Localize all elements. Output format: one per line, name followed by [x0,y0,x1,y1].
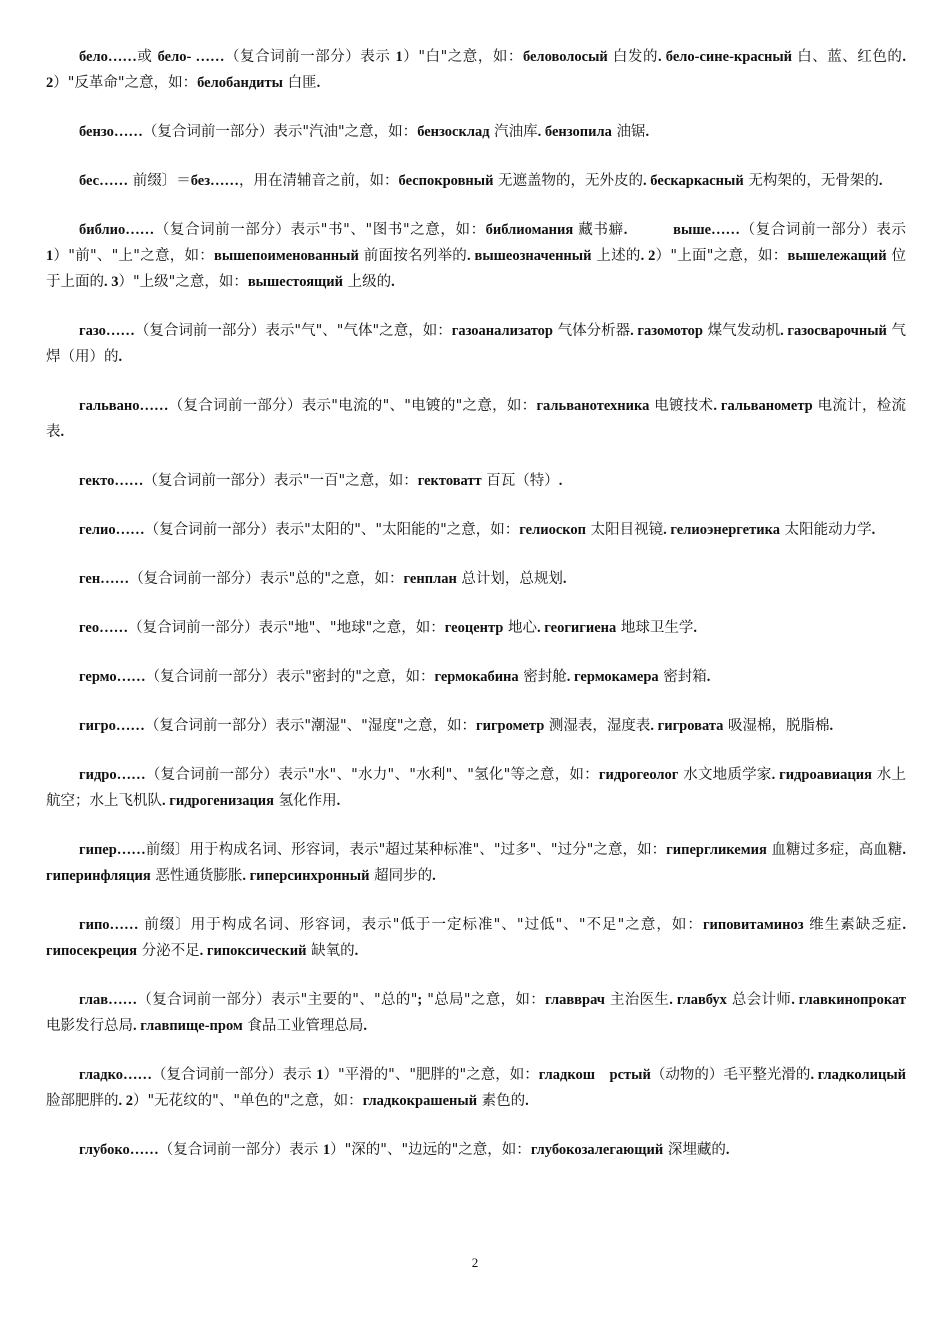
entry-text: （复合词前一部分）表示"书"、"图书"之意，如： [154,222,486,238]
entry-term: гальванотехника [536,398,650,414]
entry-text: 电流计，检流表 [46,398,907,440]
entry-term: . [118,349,123,365]
entry-text: 缺氧的 [306,943,355,959]
entry-text: 超同步的 [369,868,433,884]
entry-term: библио…… [79,222,155,238]
entry-term: главврач [545,992,605,1008]
entry-term: гиповитаминоз [702,917,804,933]
entry-term: . гиперинфляция [46,842,907,884]
entry-term: гелио…… [79,522,145,538]
entry-text: 白发的 [607,49,658,65]
entry-text: （复合词前一部分）表示"汽油"之意，如： [142,124,418,140]
entry-text: 气体分析器 [552,323,631,339]
entry-text: ，用在清辅音之前，如： [239,173,399,189]
entry-text: 电镀技术 [649,398,714,414]
entry-text: 总计划，总规划 [456,571,563,587]
entry-text: 无构架的，无骨架的 [743,173,879,189]
entry-term: . [354,943,359,959]
entry-text: （复合词前一部分）表示"潮湿"、"湿度"之意，如： [144,718,477,734]
entry-term: . вышеозначенный [467,248,592,264]
entry-text: （复合词前一部分）表示"水"、"水力"、"水利"、"氢化"等之意，如： [145,767,599,783]
entry-term: . гипосекреция [46,917,907,959]
dictionary-entry [46,664,906,690]
entry-term: без…… [190,173,240,189]
entry-text: （复合词前一部分）表示 [158,1142,323,1158]
entry-term: библиомания [485,222,574,238]
entry-text: 血糖过多症，高血糖 [766,842,903,858]
entry-text: 前缀〕用于构成名词、形容词，表示"低于一定标准"、"过低"、"不足"之意，如： [138,917,703,933]
entry-term: . [623,222,628,238]
entry-term: гигрометр [476,718,545,734]
entry-term: . [645,124,650,140]
entry-term: . [316,75,321,91]
entry-term: глав…… [79,992,138,1008]
entry-term: . [878,173,883,189]
entry-term: . [432,868,436,884]
entry-term: гальвано…… [79,398,169,414]
entry-text: 恶性通货膨胀 [150,868,243,884]
entry-text: 白、蓝、红色的 [792,49,903,65]
entry-text: 分泌不足 [137,943,200,959]
entry-text: （复合词前一部分）表示"太阳的"、"太阳能的"之意，如： [144,522,520,538]
dictionary-entry [46,44,906,96]
entry-term: гео…… [79,620,129,636]
entry-text: 地心 [503,620,537,636]
entry-term: . гальванометр [713,398,813,414]
entry-term: 1 [316,1067,324,1083]
entry-term: . газомотор [630,323,703,339]
entry-term: . гигровата [650,718,724,734]
entry-term: белобандиты [197,75,283,91]
entry-term: . гиперсинхронный [242,868,370,884]
entry-text: 深埋藏的 [663,1142,726,1158]
entry-text: 煤气发动机 [702,323,781,339]
entry-term: . бензопила [537,124,612,140]
entry-text: 或 [136,49,158,65]
entry-term: . 2 [46,49,907,91]
entry-text: ）"上级"之意，如： [118,274,248,290]
entry-text: （复合词前一部分）表示"主要的"、"总的" [137,992,418,1008]
entry-term: ген…… [79,571,130,587]
entry-text: 前缀〕用于构成名词、形容词，表示"超过某种标准"、"过多"、"过分"之意，如： [145,842,667,858]
entry-text: （复合词前一部分）表示 [224,49,396,65]
entry-term: вышепоименованный [214,248,359,264]
dictionary-entry [46,168,906,194]
entry-term: . газосварочный [780,323,887,339]
entry-term: . гелиоэнергетика [663,522,780,538]
dictionary-entry [46,837,906,889]
entry-term: гекто…… [79,473,144,489]
entry-term: . [558,473,563,489]
entry-term: беловолосый [522,49,608,65]
entry-term: бес…… [79,173,129,189]
entry-term: бело- …… [157,49,225,65]
entry-text: ）"反革命"之意，如： [53,75,198,91]
entry-term: ; [417,992,423,1008]
entry-term: глубоко…… [79,1142,159,1158]
entry-text: ）"前"、"上"之意，如： [53,248,215,264]
entry-text: ）"上面"之意，如： [655,248,788,264]
dictionary-entry [46,318,906,370]
entry-term: . главкинопрокат [791,992,906,1008]
entry-term: . 2 [640,248,656,264]
dictionary-entry [46,517,906,543]
entry-term: гелиоскоп [519,522,587,538]
entry-text: 吸湿棉，脱脂棉 [723,718,830,734]
entry-term: . гладколицый [810,1067,907,1083]
entry-term: гладкош рстый [538,1067,651,1083]
entry-text: 百瓦（特） [481,473,559,489]
entry-term: гидрогеолог [598,767,679,783]
entry-text: （复合词前一部分）表示"一百"之意，如： [143,473,418,489]
entry-term: . [391,274,395,290]
entry-term: геоцентр [444,620,504,636]
entry-text: 白匪 [282,75,317,91]
entry-term: гипер…… [79,842,146,858]
entry-text: 位于上面的 [46,248,907,290]
entry-text: 汽油库 [489,124,538,140]
entry-term: беспокровный [398,173,494,189]
entry-term: . [871,522,876,538]
entry-text: 氢化作用 [274,793,337,809]
entry-text: （复合词前一部分）表示"气"、"气体"之意，如： [134,323,452,339]
entry-term: . бело-сине-красный [658,49,793,65]
entry-text: 食品工业管理总局 [242,1018,364,1034]
entry-text: （复合词前一部分）表示"密封的"之意，如： [145,669,435,685]
entry-term: . гидроавиация [771,767,872,783]
entry-text [627,222,673,238]
entry-text: 太阳能动力学 [779,522,872,538]
dictionary-entry [46,762,906,814]
entry-text: （复合词前一部分）表示"总的"之意，如： [129,571,404,587]
entry-term: 1 [395,49,403,65]
dictionary-entry [46,1137,906,1163]
entry-text: 气焊（用）的 [46,323,907,365]
entry-text: （复合词前一部分）表示"电流的"、"电镀的"之意，如： [168,398,537,414]
entry-term: бело…… [79,49,137,65]
entry-term: . [363,1018,368,1034]
entry-term: вышележащий [787,248,887,264]
entry-term: гладкокрашеный [362,1093,478,1109]
entry-term: . [336,793,341,809]
dictionary-entry [46,217,906,295]
entry-term: . главпище-пром [133,1018,243,1034]
entry-term: гипергликемия [666,842,767,858]
entry-text: 水上航空；水上飞机队 [46,767,907,809]
dictionary-entries [46,44,906,1163]
entry-text: （动物的）毛平整光滑的 [650,1067,811,1083]
entry-text: 藏书癖 [573,222,624,238]
entry-text: 密封箱 [658,669,707,685]
entry-text: 水文地质学家 [678,767,772,783]
entry-term: . геогигиена [536,620,617,636]
entry-term: гигро…… [79,718,145,734]
entry-term: глубокозалегающий [530,1142,664,1158]
entry-term: . [706,669,711,685]
entry-term: генплан [403,571,457,587]
dictionary-entry [46,987,906,1039]
dictionary-entry [46,393,906,445]
entry-term: . бескаркасный [643,173,744,189]
entry-term: . [829,718,834,734]
dictionary-entry [46,615,906,641]
entry-text: 无遮盖物的，无外皮的 [493,173,644,189]
entry-term: выше…… [673,222,741,238]
entry-term: вышестоящий [247,274,343,290]
entry-term: . гидрогенизация [162,793,275,809]
entry-term: . гермокамера [566,669,659,685]
entry-text: ）"无花纹的"、"单色的"之意，如： [133,1093,363,1109]
entry-text: ）"平滑的"、"肥胖的"之意，如： [323,1067,539,1083]
entry-text: 总会计师 [726,992,792,1008]
entry-term: бензосклад [417,124,490,140]
entry-term: бензо…… [79,124,143,140]
entry-text: （复合词前一部分）表示"地"、"地球"之意，如： [128,620,445,636]
entry-term: . 3 [104,274,119,290]
entry-text: 测湿表，湿度表 [544,718,651,734]
entry-text: 脸部肥胖的 [46,1093,119,1109]
entry-text: ）"深的"、"边远的"之意，如： [330,1142,531,1158]
page-number: 2 [471,1255,479,1270]
entry-text: "总局"之意，如： [422,992,546,1008]
dictionary-entry [46,566,906,592]
entry-term: . [525,1093,529,1109]
dictionary-entry [46,713,906,739]
entry-term: . [60,424,65,440]
entry-term: гладко…… [79,1067,152,1083]
entry-text: 主治医生 [604,992,670,1008]
entry-term: гектоватт [417,473,482,489]
entry-text: （复合词前一部分）表示 [740,222,907,238]
entry-text: ）"白"之意，如： [402,49,523,65]
entry-text: 维生素缺乏症 [803,917,903,933]
entry-text: 前缀〕＝ [128,173,191,189]
entry-term: . [725,1142,730,1158]
entry-text: 素色的 [477,1093,526,1109]
entry-term: гипо…… [79,917,139,933]
entry-text: 前面按名列举的 [358,248,468,264]
entry-term: . 2 [118,1093,133,1109]
entry-term: гермо…… [79,669,146,685]
entry-term: 1 [46,248,54,264]
dictionary-entry [46,119,906,145]
entry-term: . главбух [669,992,727,1008]
entry-text: 上述的 [591,248,641,264]
entry-term: газо…… [79,323,135,339]
entry-text: 油锯 [611,124,646,140]
entry-term: 1 [322,1142,331,1158]
entry-text: 电影发行总局 [46,1018,133,1034]
entry-text: （复合词前一部分）表示 [151,1067,317,1083]
entry-text: 地球卫生学 [616,620,694,636]
entry-text: 上级的 [343,274,392,290]
dictionary-entry [46,468,906,494]
entry-term: . [562,571,567,587]
entry-term: . гипоксический [199,943,307,959]
dictionary-entry [46,912,906,964]
entry-term: газоанализатор [451,323,553,339]
entry-term: . [693,620,697,636]
entry-text: 太阳目视镜 [586,522,664,538]
entry-term: гидро…… [79,767,146,783]
entry-text: 密封舱 [518,669,567,685]
dictionary-entry [46,1062,906,1114]
entry-term: гермокабина [434,669,519,685]
